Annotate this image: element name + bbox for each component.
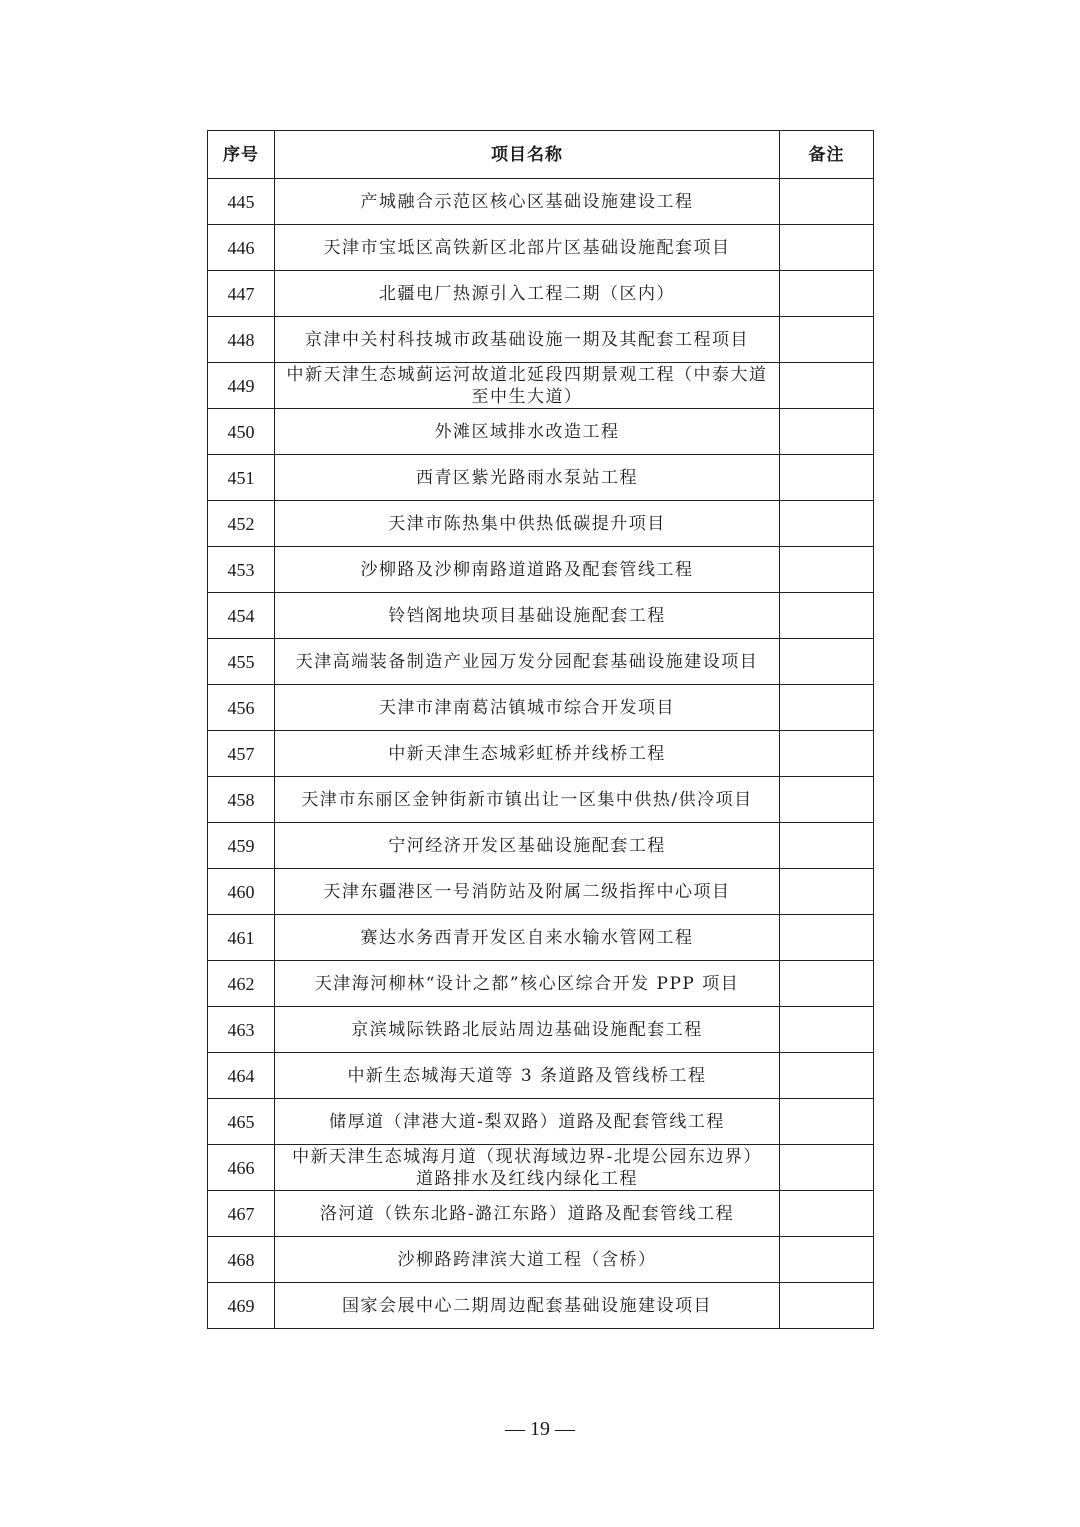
cell-serial-number: 449: [208, 363, 275, 409]
cell-serial-number: 453: [208, 547, 275, 593]
cell-remark: [780, 777, 874, 823]
cell-remark: [780, 1053, 874, 1099]
cell-serial-number: 448: [208, 317, 275, 363]
table-row: [208, 777, 874, 823]
cell-project-name: 产城融合示范区核心区基础设施建设工程: [275, 179, 780, 225]
cell-project-name: 京津中关村科技城市政基础设施一期及其配套工程项目: [275, 317, 780, 363]
table-header-row: [208, 131, 874, 179]
cell-remark: [780, 915, 874, 961]
table-row: [208, 271, 874, 317]
cell-remark: [780, 409, 874, 455]
cell-project-name: 北疆电厂热源引入工程二期（区内）: [275, 271, 780, 317]
cell-serial-number: 457: [208, 731, 275, 777]
cell-remark: [780, 1099, 874, 1145]
cell-serial-number: 456: [208, 685, 275, 731]
cell-remark: [780, 685, 874, 731]
cell-project-name: 中新天津生态城海月道（现状海域边界-北堤公园东边界）道路排水及红线内绿化工程: [275, 1145, 780, 1191]
cell-project-name: 中新天津生态城彩虹桥并线桥工程: [275, 731, 780, 777]
cell-project-name: 沙柳路跨津滨大道工程（含桥）: [275, 1237, 780, 1283]
cell-project-name: 天津东疆港区一号消防站及附属二级指挥中心项目: [275, 869, 780, 915]
cell-remark: [780, 501, 874, 547]
cell-serial-number: 451: [208, 455, 275, 501]
table-row: [208, 501, 874, 547]
cell-project-name: 中新生态城海天道等 3 条道路及管线桥工程: [275, 1053, 780, 1099]
table-row: [208, 1099, 874, 1145]
cell-serial-number: 468: [208, 1237, 275, 1283]
table-row: [208, 455, 874, 501]
table-row: [208, 363, 874, 409]
cell-project-name: 洛河道（铁东北路-潞江东路）道路及配套管线工程: [275, 1191, 780, 1237]
table-row: [208, 225, 874, 271]
page-number: — 19 —: [505, 1418, 575, 1440]
cell-serial-number: 450: [208, 409, 275, 455]
cell-remark: [780, 363, 874, 409]
header-project-name: 项目名称: [275, 131, 780, 179]
cell-serial-number: 458: [208, 777, 275, 823]
cell-remark: [780, 1191, 874, 1237]
cell-serial-number: 461: [208, 915, 275, 961]
header-remark: 备注: [780, 131, 874, 179]
cell-remark: [780, 179, 874, 225]
cell-serial-number: 463: [208, 1007, 275, 1053]
cell-serial-number: 467: [208, 1191, 275, 1237]
table-row: [208, 685, 874, 731]
table-row: [208, 823, 874, 869]
table-row: [208, 1007, 874, 1053]
cell-serial-number: 454: [208, 593, 275, 639]
table-body: [208, 179, 874, 1329]
cell-remark: [780, 639, 874, 685]
cell-project-name: 天津海河柳林“设计之都”核心区综合开发 PPP 项目: [275, 961, 780, 1007]
cell-serial-number: 459: [208, 823, 275, 869]
cell-serial-number: 447: [208, 271, 275, 317]
table-row: [208, 179, 874, 225]
cell-remark: [780, 1145, 874, 1191]
cell-project-name: 外滩区域排水改造工程: [275, 409, 780, 455]
cell-remark: [780, 1237, 874, 1283]
cell-remark: [780, 455, 874, 501]
cell-project-name: 天津市宝坻区高铁新区北部片区基础设施配套项目: [275, 225, 780, 271]
cell-serial-number: 469: [208, 1283, 275, 1329]
table-row: [208, 1145, 874, 1191]
cell-serial-number: 464: [208, 1053, 275, 1099]
cell-project-name: 中新天津生态城蓟运河故道北延段四期景观工程（中泰大道至中生大道）: [275, 363, 780, 409]
table-row: [208, 1053, 874, 1099]
table-row: [208, 547, 874, 593]
cell-serial-number: 452: [208, 501, 275, 547]
cell-serial-number: 465: [208, 1099, 275, 1145]
cell-remark: [780, 869, 874, 915]
cell-project-name: 宁河经济开发区基础设施配套工程: [275, 823, 780, 869]
table-row: [208, 731, 874, 777]
table-row: [208, 961, 874, 1007]
cell-serial-number: 445: [208, 179, 275, 225]
cell-remark: [780, 1007, 874, 1053]
cell-remark: [780, 1283, 874, 1329]
cell-serial-number: 455: [208, 639, 275, 685]
cell-serial-number: 460: [208, 869, 275, 915]
cell-project-name: 国家会展中心二期周边配套基础设施建设项目: [275, 1283, 780, 1329]
table-row: [208, 915, 874, 961]
cell-remark: [780, 593, 874, 639]
table-row: [208, 1191, 874, 1237]
cell-project-name: 铃铛阁地块项目基础设施配套工程: [275, 593, 780, 639]
cell-project-name: 沙柳路及沙柳南路道道路及配套管线工程: [275, 547, 780, 593]
cell-project-name: 储厚道（津港大道-梨双路）道路及配套管线工程: [275, 1099, 780, 1145]
table-row: [208, 639, 874, 685]
cell-remark: [780, 547, 874, 593]
cell-remark: [780, 317, 874, 363]
cell-serial-number: 446: [208, 225, 275, 271]
cell-project-name: 天津市东丽区金钟街新市镇出让一区集中供热/供冷项目: [275, 777, 780, 823]
cell-remark: [780, 271, 874, 317]
cell-project-name: 天津市陈热集中供热低碳提升项目: [275, 501, 780, 547]
table-row: [208, 593, 874, 639]
table-row: [208, 1237, 874, 1283]
cell-remark: [780, 225, 874, 271]
cell-project-name: 赛达水务西青开发区自来水输水管网工程: [275, 915, 780, 961]
table-row: [208, 409, 874, 455]
cell-serial-number: 462: [208, 961, 275, 1007]
project-table: [207, 130, 874, 1329]
table-row: [208, 1283, 874, 1329]
cell-remark: [780, 823, 874, 869]
table-row: [208, 317, 874, 363]
header-serial-number: 序号: [208, 131, 275, 179]
cell-project-name: 天津高端装备制造产业园万发分园配套基础设施建设项目: [275, 639, 780, 685]
cell-project-name: 西青区紫光路雨水泵站工程: [275, 455, 780, 501]
cell-remark: [780, 961, 874, 1007]
cell-remark: [780, 731, 874, 777]
cell-serial-number: 466: [208, 1145, 275, 1191]
cell-project-name: 天津市津南葛沽镇城市综合开发项目: [275, 685, 780, 731]
cell-project-name: 京滨城际铁路北辰站周边基础设施配套工程: [275, 1007, 780, 1053]
table-row: [208, 869, 874, 915]
